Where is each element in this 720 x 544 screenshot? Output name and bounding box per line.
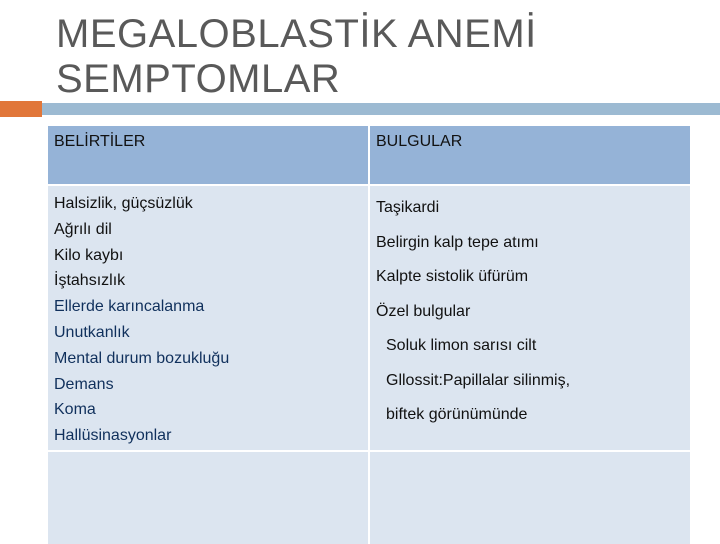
belirti-item: Demans <box>54 375 114 393</box>
slide-title <box>56 12 696 102</box>
title-divider-line <box>42 103 720 115</box>
belirti-item: Halsizlik, güçsüzlük <box>54 195 193 212</box>
bulgu-item: Kalpte sistolik üfürüm <box>376 268 529 285</box>
belirti-item: Mental durum bozukluğu <box>54 349 230 367</box>
belirtiler-cell <box>48 186 368 450</box>
bulgular-cell <box>370 186 690 450</box>
belirti-item: Ağrılı dil <box>54 220 112 238</box>
header-belirtiler: BELİRTİLER <box>48 126 368 184</box>
symptoms-table <box>48 126 690 540</box>
belirti-item: Ellerde karıncalanma <box>54 298 205 316</box>
bulgu-item: Taşikardi <box>376 199 440 216</box>
belirti-item: İştahsızlık <box>54 272 126 290</box>
belirti-item: Hallüsinasyonlar <box>54 427 172 445</box>
header-bulgular: BULGULAR <box>370 126 690 184</box>
bulgu-subitem: Soluk limon sarısı cilt <box>386 337 537 354</box>
slide-title-line-1: MEGALOBLASTİK ANEMİ <box>56 12 537 56</box>
bulgu-subitem: biftek görünümünde <box>386 406 528 423</box>
bulgu-item: Özel bulgular <box>376 303 471 320</box>
bulgu-subitem: Gllossit:Papillalar silinmiş, <box>386 372 571 389</box>
slide-title-line-2: SEMPTOMLAR <box>56 57 341 101</box>
belirti-item: Kilo kaybı <box>54 246 124 264</box>
bulgu-item: Belirgin kalp tepe atımı <box>376 234 539 251</box>
empty-cell-right <box>370 452 690 544</box>
empty-cell-left <box>48 452 368 544</box>
belirti-item: Koma <box>54 401 96 419</box>
belirti-item: Unutkanlık <box>54 323 130 341</box>
title-accent-bar <box>0 101 42 117</box>
